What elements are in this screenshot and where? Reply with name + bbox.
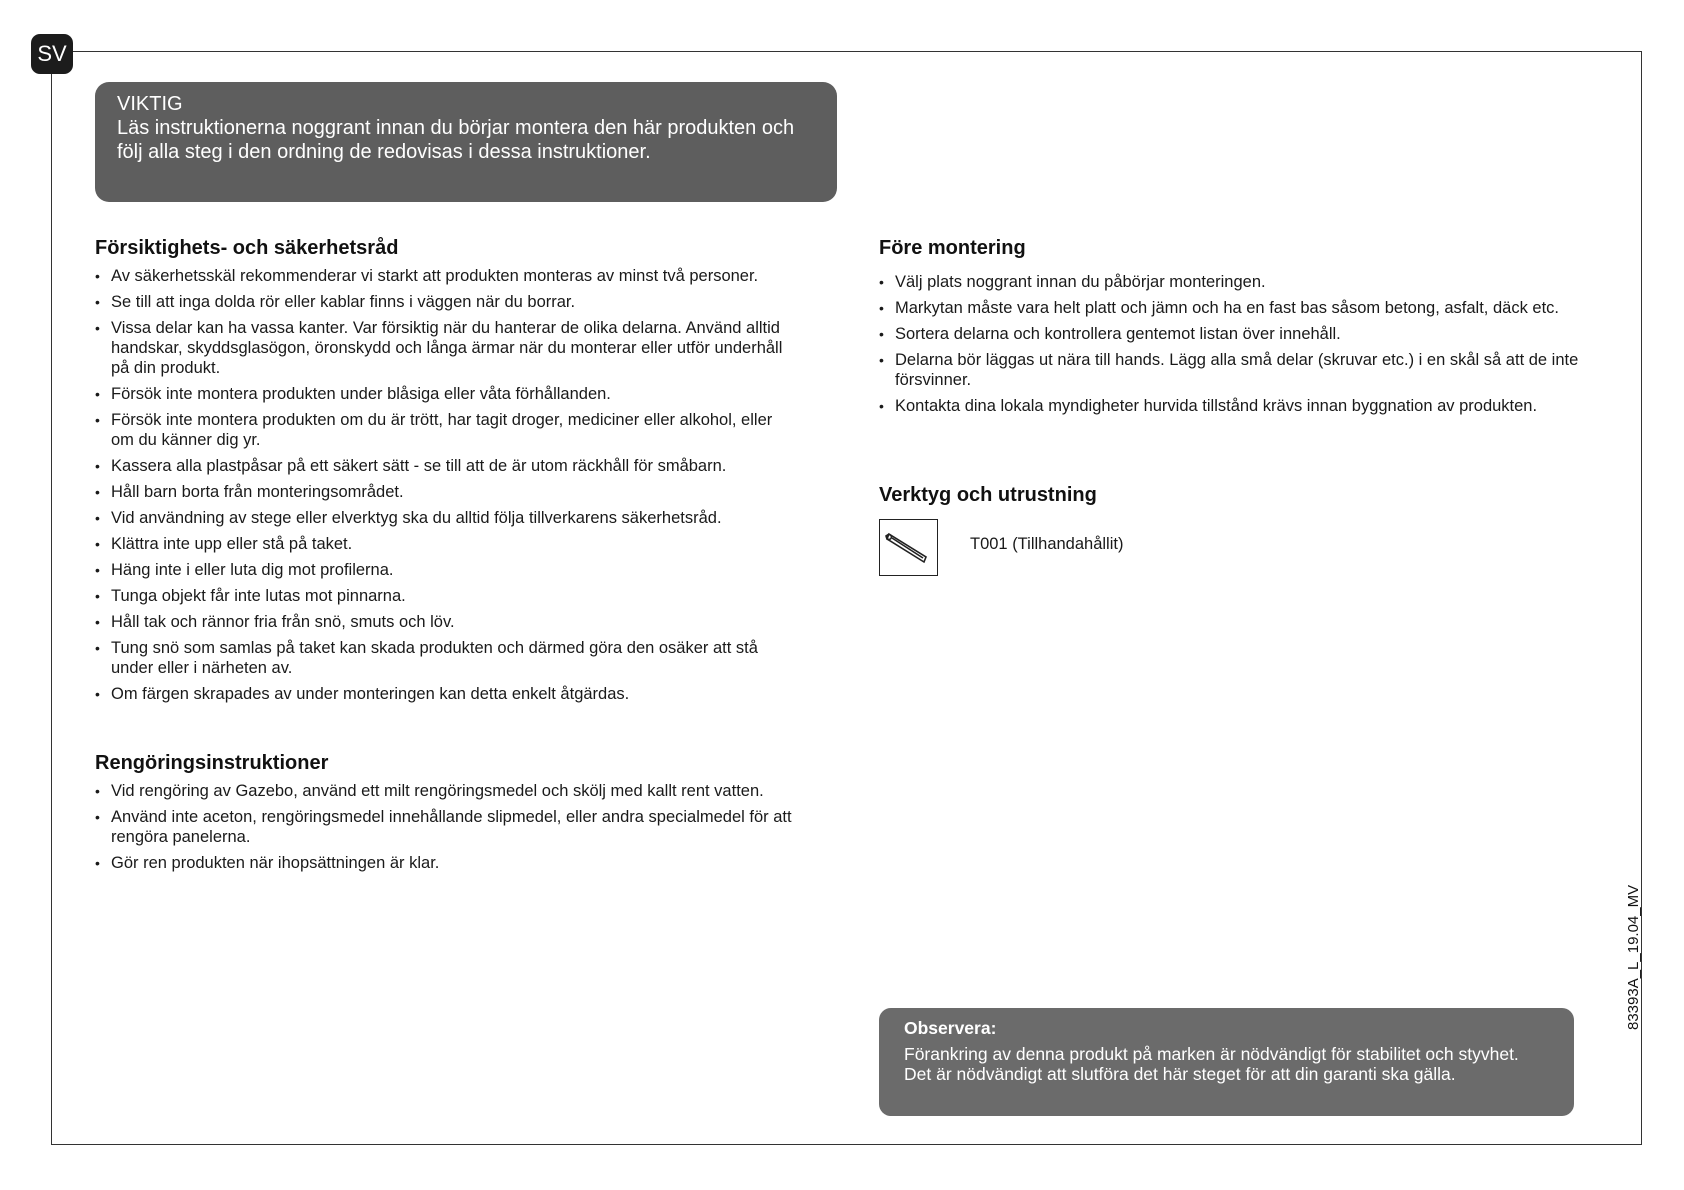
list-item: • Håll barn borta från monteringsområdet. bbox=[95, 482, 795, 502]
note-box bbox=[879, 1008, 1574, 1116]
tool-label: T001 (Tillhandahållit) bbox=[970, 535, 1124, 553]
cleaning-list bbox=[95, 781, 795, 879]
before-assembly-title: Före montering bbox=[879, 237, 1026, 259]
language-badge: SV bbox=[31, 34, 73, 74]
list-item: • Häng inte i eller luta dig mot profilerna. bbox=[95, 560, 795, 580]
list-item: • Kassera alla plastpåsar på ett säkert sätt - se till att de är utom räckhåll för småbarn. bbox=[95, 456, 795, 476]
list-item: • Gör ren produkten när ihopsättningen är klar. bbox=[95, 853, 795, 873]
list-item: • Av säkerhetsskäl rekommenderar vi starkt att produkten monteras av minst två personer. bbox=[95, 266, 795, 286]
cleaning-title: Rengöringsinstruktioner bbox=[95, 752, 329, 774]
list-item: • Vid användning av stege eller elverktyg ska du alltid följa tillverkarens säkerhetsråd. bbox=[95, 508, 795, 528]
tool-box bbox=[879, 519, 938, 576]
important-notice bbox=[95, 82, 837, 202]
note-text: Förankring av denna produkt på marken är nödvändigt för stabilitet och styvhet. Det är nödvändigt att slutföra det här steget för att din garanti ska gälla. bbox=[904, 1044, 1519, 1084]
list-item: • Tung snö som samlas på taket kan skada produkten och därmed göra den osäker att stå under eller i närheten av. bbox=[95, 638, 795, 678]
list-item: • Välj plats noggrant innan du påbörjar monteringen. bbox=[879, 272, 1579, 292]
list-item: • Försök inte montera produkten om du är trött, har tagit droger, mediciner eller alkohol, eller om du känner dig yr. bbox=[95, 410, 795, 450]
list-item: • Vissa delar kan ha vassa kanter. Var försiktig när du hanterar de olika delarna. Använd alltid handskar, skyddsglasögon, öronskydd och långa ärmar när du monterar eller utför underhåll på din produkt. bbox=[95, 318, 795, 378]
list-item: • Håll tak och rännor fria från snö, smuts och löv. bbox=[95, 612, 795, 632]
before-assembly-list bbox=[879, 272, 1579, 422]
list-item: • Kontakta dina lokala myndigheter hurvida tillstånd krävs innan byggnation av produkten. bbox=[879, 396, 1579, 416]
list-item: • Försök inte montera produkten under blåsiga eller våta förhållanden. bbox=[95, 384, 795, 404]
list-item: • Delarna bör läggas ut nära till hands. Lägg alla små delar (skruvar etc.) i en skål så att de inte försvinner. bbox=[879, 350, 1579, 390]
important-text: Läs instruktionerna noggrant innan du börjar montera den här produkten och följ alla steg i den ordning de redovisas i dessa instruktioner. bbox=[117, 117, 795, 163]
tools-title: Verktyg och utrustning bbox=[879, 484, 1097, 506]
list-item: • Se till att inga dolda rör eller kablar finns i väggen när du borrar. bbox=[95, 292, 795, 312]
list-item: • Klättra inte upp eller stå på taket. bbox=[95, 534, 795, 554]
document-code: 83393A_L_19.04_MV bbox=[1625, 884, 1642, 1030]
list-item: • Sortera delarna och kontrollera gentemot listan över innehåll. bbox=[879, 324, 1579, 344]
safety-list bbox=[95, 266, 795, 710]
list-item: • Om färgen skrapades av under monteringen kan detta enkelt åtgärdas. bbox=[95, 684, 795, 704]
allen-key-icon bbox=[880, 520, 936, 574]
safety-title: Försiktighets- och säkerhetsråd bbox=[95, 237, 399, 259]
list-item: • Vid rengöring av Gazebo, använd ett milt rengöringsmedel och skölj med kallt rent vatten. bbox=[95, 781, 795, 801]
list-item: • Använd inte aceton, rengöringsmedel innehållande slipmedel, eller andra specialmedel för att rengöra panelerna. bbox=[95, 807, 795, 847]
important-heading: VIKTIG bbox=[117, 93, 183, 115]
list-item: • Markytan måste vara helt platt och jämn och ha en fast bas såsom betong, asfalt, däck etc. bbox=[879, 298, 1579, 318]
note-heading: Observera: bbox=[904, 1018, 997, 1038]
list-item: • Tunga objekt får inte lutas mot pinnarna. bbox=[95, 586, 795, 606]
